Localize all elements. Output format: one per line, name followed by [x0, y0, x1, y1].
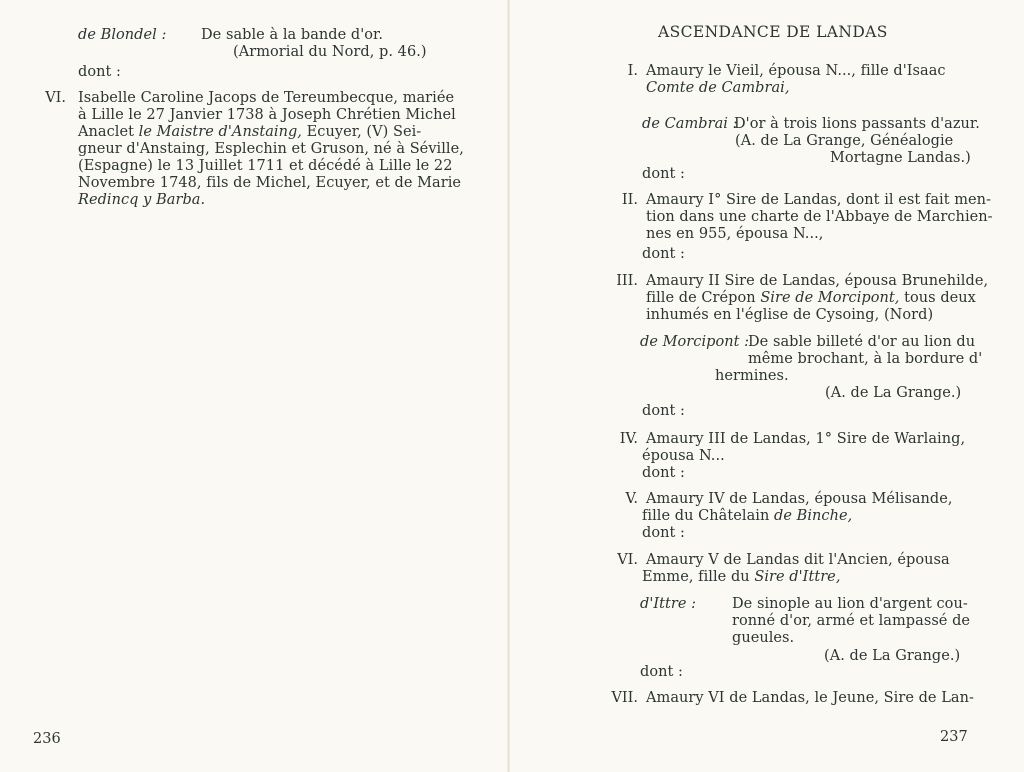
- page-number-right: 237: [940, 729, 968, 745]
- dont-label: dont :: [642, 166, 685, 182]
- entry-line: [642, 569, 840, 586]
- entry-line: Amaury III de Landas, 1° Sire de Warlaing,: [646, 431, 966, 447]
- generation-numeral: IV.: [619, 431, 638, 447]
- entry-line: inhumés en l'église de Cysoing, (Nord): [646, 307, 934, 323]
- entry-text: Ecuyer, (V) Sei-: [306, 124, 422, 140]
- entry-line: Amaury V de Landas dit l'Ancien, épousa: [646, 552, 950, 568]
- generation-numeral: V.: [625, 491, 638, 507]
- left-page: [0, 0, 508, 772]
- entry-line: [646, 290, 976, 307]
- dont-label: dont :: [642, 403, 685, 419]
- entry-line: Comte de Cambrai,: [646, 80, 790, 96]
- entry-line: (Espagne) le 13 Juillet 1711 et décédé à Lille le 22: [78, 158, 453, 174]
- entry-text: tous deux: [904, 290, 976, 306]
- entry-name-italic: de Binche,: [774, 508, 853, 524]
- page-number-left: 236: [33, 731, 61, 747]
- blondel-blazon: De sable à la bande d'or.: [201, 27, 384, 43]
- entry-line: épousa N...: [642, 448, 725, 464]
- dont-label: dont :: [640, 664, 683, 680]
- entry-line: Amaury I° Sire de Landas, dont il est fait men-: [646, 192, 992, 208]
- blondel-arms-label: de Blondel :: [78, 27, 167, 43]
- cambrai-source: (A. de La Grange, Généalogie: [735, 133, 954, 149]
- entry-text: Anaclet: [78, 124, 134, 140]
- morcipont-arms-label: de Morcipont :: [640, 334, 750, 350]
- generation-numeral: II.: [621, 192, 638, 208]
- entry-name-italic: le Maistre d'Anstaing,: [138, 124, 302, 140]
- entry-line: tion dans une charte de l'Abbaye de Marchien-: [646, 209, 993, 225]
- morcipont-blazon: De sable billeté d'or au lion du: [748, 334, 976, 350]
- cambrai-arms-label: de Cambrai :: [642, 116, 738, 132]
- entry-line: gneur d'Anstaing, Esplechin et Gruson, né à Séville,: [78, 141, 464, 157]
- ittre-blazon: ronné d'or, armé et lampassé de: [732, 613, 971, 629]
- dont-label: dont :: [78, 64, 121, 80]
- entry-line: à Lille le 27 Janvier 1738 à Joseph Chrétien Michel: [78, 107, 456, 123]
- generation-numeral: III.: [616, 273, 638, 289]
- generation-numeral: VI.: [45, 90, 66, 106]
- morcipont-source: (A. de La Grange.): [825, 385, 962, 401]
- entry-text: fille de Crépon: [646, 290, 756, 306]
- entry-text: Emme, fille du: [642, 569, 750, 585]
- entry-line: Isabelle Caroline Jacops de Tereumbecque, mariée: [78, 90, 455, 106]
- entry-line: Amaury VI de Landas, le Jeune, Sire de Lan-: [646, 690, 974, 706]
- generation-numeral: I.: [627, 63, 638, 79]
- ittre-source: (A. de La Grange.): [824, 648, 961, 664]
- blondel-source: (Armorial du Nord, p. 46.): [233, 44, 427, 60]
- generation-numeral: VI.: [617, 552, 638, 568]
- cambrai-source: Mortagne Landas.): [830, 150, 971, 166]
- page-title: ASCENDANCE DE LANDAS: [658, 23, 888, 41]
- dont-label: dont :: [642, 246, 685, 262]
- entry-line: nes en 955, épousa N...,: [646, 226, 824, 242]
- entry-name-italic: Sire d'Ittre,: [754, 569, 841, 585]
- ittre-blazon: gueules.: [732, 630, 795, 646]
- cambrai-blazon: D'or à trois lions passants d'azur.: [734, 116, 980, 132]
- right-page: [510, 0, 1024, 772]
- entry-name-italic: Sire de Morcipont,: [760, 290, 900, 306]
- entry-line: Amaury II Sire de Landas, épousa Brunehilde,: [646, 273, 989, 289]
- generation-numeral: VII.: [611, 690, 638, 706]
- entry-line: [642, 508, 852, 525]
- entry-line: Novembre 1748, fils de Michel, Ecuyer, et de Marie: [78, 175, 462, 191]
- dont-label: dont :: [642, 525, 685, 541]
- entry-line: Redincq y Barba.: [78, 192, 206, 208]
- dont-label: dont :: [642, 465, 685, 481]
- morcipont-blazon: même brochant, à la bordure d': [748, 351, 983, 367]
- morcipont-blazon: hermines.: [715, 368, 789, 384]
- entry-line: Amaury le Vieil, épousa N..., fille d'Isaac: [646, 63, 946, 79]
- entry-line: [78, 124, 421, 141]
- ittre-arms-label: d'Ittre :: [640, 596, 697, 612]
- entry-text: fille du Châtelain: [642, 508, 770, 524]
- entry-line: Amaury IV de Landas, épousa Mélisande,: [646, 491, 953, 507]
- ittre-blazon: De sinople au lion d'argent cou-: [732, 596, 968, 612]
